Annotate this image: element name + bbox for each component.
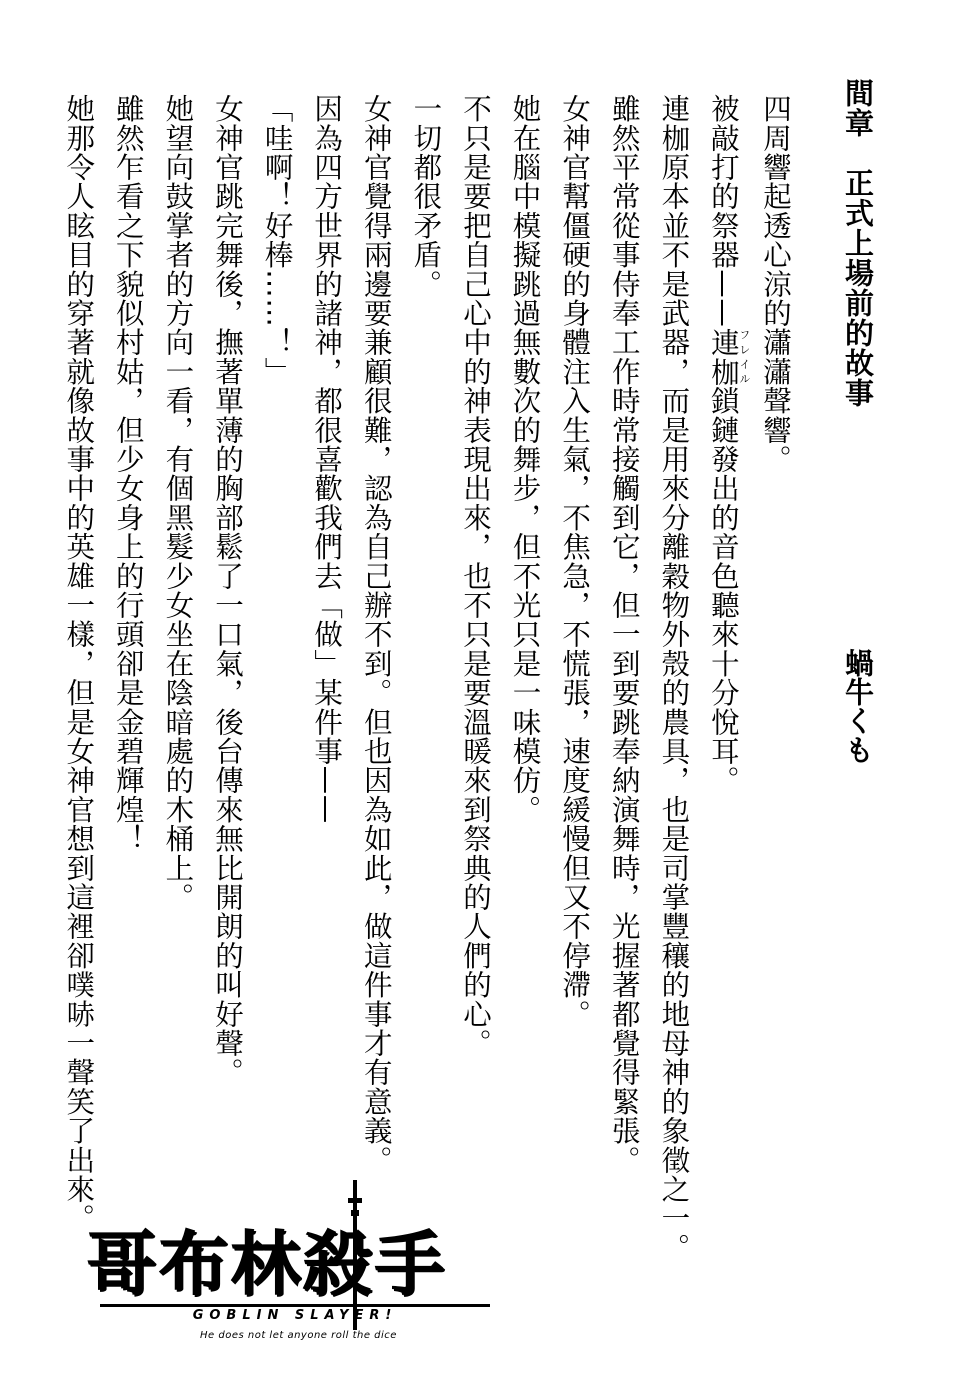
author-name: 蝸牛くも — [841, 648, 875, 764]
paragraph: 雖然平常從事侍奉工作時常接觸到它，但一到要跳奉納演舞時，光握著都覺得緊張。 — [607, 94, 641, 1175]
paragraph: 她望向鼓掌者的方向一看，有個黑髮少女坐在陰暗處的木桶上。 — [161, 94, 195, 912]
ruby-text: フレイル — [737, 327, 751, 386]
body-text — [54, 94, 800, 1262]
paragraph: 女神官跳完舞後，撫著單薄的胸部鬆了一口氣，後台傳來無比開朗的叫好聲。 — [210, 94, 244, 1087]
paragraph: 連枷原本並不是武器，而是用來分離穀物外殼的農具，也是司掌豐穰的地母神的象徵之一。 — [657, 94, 691, 1262]
paragraph: 不只是要把自己心中的神表現出來，也不只是要溫暖來到祭典的人們的心。 — [458, 94, 492, 1058]
ruby-annotation: 連枷フレイル — [706, 327, 751, 387]
goblin-slayer-logo — [80, 1180, 490, 1350]
logo-subtitle: GOBLIN SLAYER! — [100, 1304, 490, 1325]
paragraph: 一切都很矛盾。 — [409, 94, 443, 299]
logo-title: 哥布林殺手 — [86, 1223, 446, 1305]
paragraph: 女神官幫僵硬的身體注入生氣，不焦急，不慌張，速度緩慢但又不停滯。 — [558, 94, 592, 1029]
paragraph: 「哇啊！好棒……！」 — [260, 94, 294, 386]
paragraph: 被敲打的祭器——連枷フレイル鎖鏈發出的音色聽來十分悅耳。 — [706, 94, 751, 795]
paragraph: 她那令人眩目的穿著就像故事中的英雄一樣，但是女神官想到這裡卻噗哧一聲笑了出來。 — [62, 94, 96, 1233]
logo-tagline: He does not let anyone roll the dice — [200, 1330, 397, 1341]
paragraph: 四周響起透心涼的瀟瀟聲響。 — [759, 94, 792, 474]
paragraph: 雖然乍看之下貌似村姑，但少女身上的行頭卻是金碧輝煌！ — [111, 94, 145, 854]
paragraph: 她在腦中模擬跳過無數次的舞步，但不光只是一味模仿。 — [508, 94, 542, 824]
paragraph: 女神官覺得兩邊要兼顧很難，認為自己辦不到。但也因為如此，做這件事才有意義。 — [359, 94, 393, 1175]
chapter-title: 間章 正式上場前的故事 — [841, 78, 875, 408]
paragraph: 因為四方世界的諸神，都很喜歡我們去「做」某件事—— — [310, 94, 344, 824]
